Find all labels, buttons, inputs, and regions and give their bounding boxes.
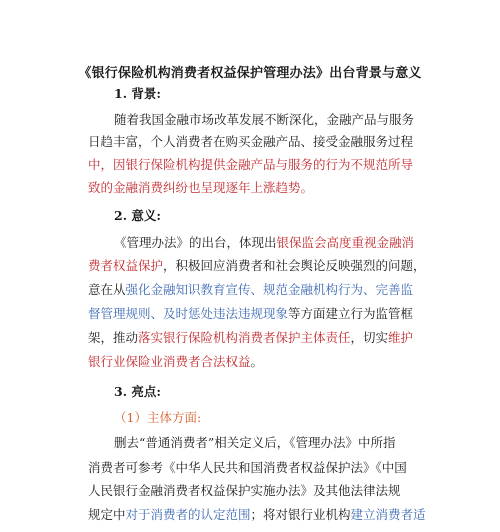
highlights-line-4 — [88, 505, 428, 525]
significance-text: ，切实 — [350, 330, 389, 345]
significance-blue-highlight: 督管理规则、及时惩处违法违规现象 — [88, 306, 289, 321]
highlights-line-3: 人民银行金融消费者权益保护实施办法》及其他法律法规 — [88, 483, 401, 498]
significance-line-4 — [88, 304, 428, 324]
significance-text: ，积极回应消费者和社会舆论反映强烈的问题， — [163, 258, 426, 273]
significance-text: 等方面建立行为监管框 — [288, 306, 414, 321]
significance-line-6 — [88, 352, 428, 372]
highlights-blue-highlight: 对于消费者的认定范围 — [125, 507, 251, 522]
heading-highlights: 3. 亮点: — [114, 384, 162, 399]
significance-text: 。 — [250, 354, 264, 369]
highlights-text: 规定中 — [88, 507, 126, 522]
significance-highlight: 银行业保险业消费者合法权益 — [88, 354, 251, 369]
background-line-2: 日趋丰富，个人消费者在购买金融产品、接受金融服务过程 — [88, 134, 414, 149]
significance-blue-highlight: 强化金融知识教育宣传、规范金融机构行为、完善监 — [125, 282, 414, 297]
significance-line-1 — [114, 233, 428, 253]
highlights-line-2: 消费者可参考《中华人民共和国消费者权益保护法》《中国 — [88, 460, 407, 475]
significance-highlight: 落实银行保险机构消费者保护主体责任 — [138, 330, 351, 345]
subheading-subject: （1）主体方面: — [114, 410, 202, 425]
highlights-blue-highlight: 建立消费者适 — [350, 507, 426, 522]
heading-significance: 2. 意义: — [114, 208, 162, 223]
background-line-1: 随着我国金融市场改革发展不断深化，金融产品与服务 — [114, 112, 415, 127]
significance-line-2 — [88, 256, 428, 276]
heading-background: 1. 背景: — [114, 86, 162, 101]
significance-highlight: 维护 — [388, 330, 414, 345]
significance-text: 意在从 — [88, 282, 126, 297]
background-line-3 — [88, 155, 428, 175]
significance-highlight: 费者权益保护 — [88, 258, 164, 273]
significance-text: 架，推动 — [88, 330, 139, 345]
significance-highlight: 银保监会高度重视金融消 — [276, 235, 415, 250]
significance-line-5 — [88, 328, 428, 348]
highlights-line-1: 删去“普通消费者”相关定义后，《管理办法》中所指 — [114, 435, 396, 450]
background-line-4: 致的金融消费纠纷也呈现逐年上涨趋势。 — [88, 180, 314, 195]
highlights-text: ；将对银行业机构 — [250, 507, 351, 522]
significance-line-3 — [88, 280, 428, 300]
significance-text: 《管理办法》的出台，体现出 — [114, 235, 277, 250]
document-title: 《银行保险机构消费者权益保护管理办法》出台背景与意义 — [78, 66, 422, 81]
background-line-3-text: 中，因银行保险机构提供金融产品与服务的行为不规范所导 — [88, 157, 414, 172]
